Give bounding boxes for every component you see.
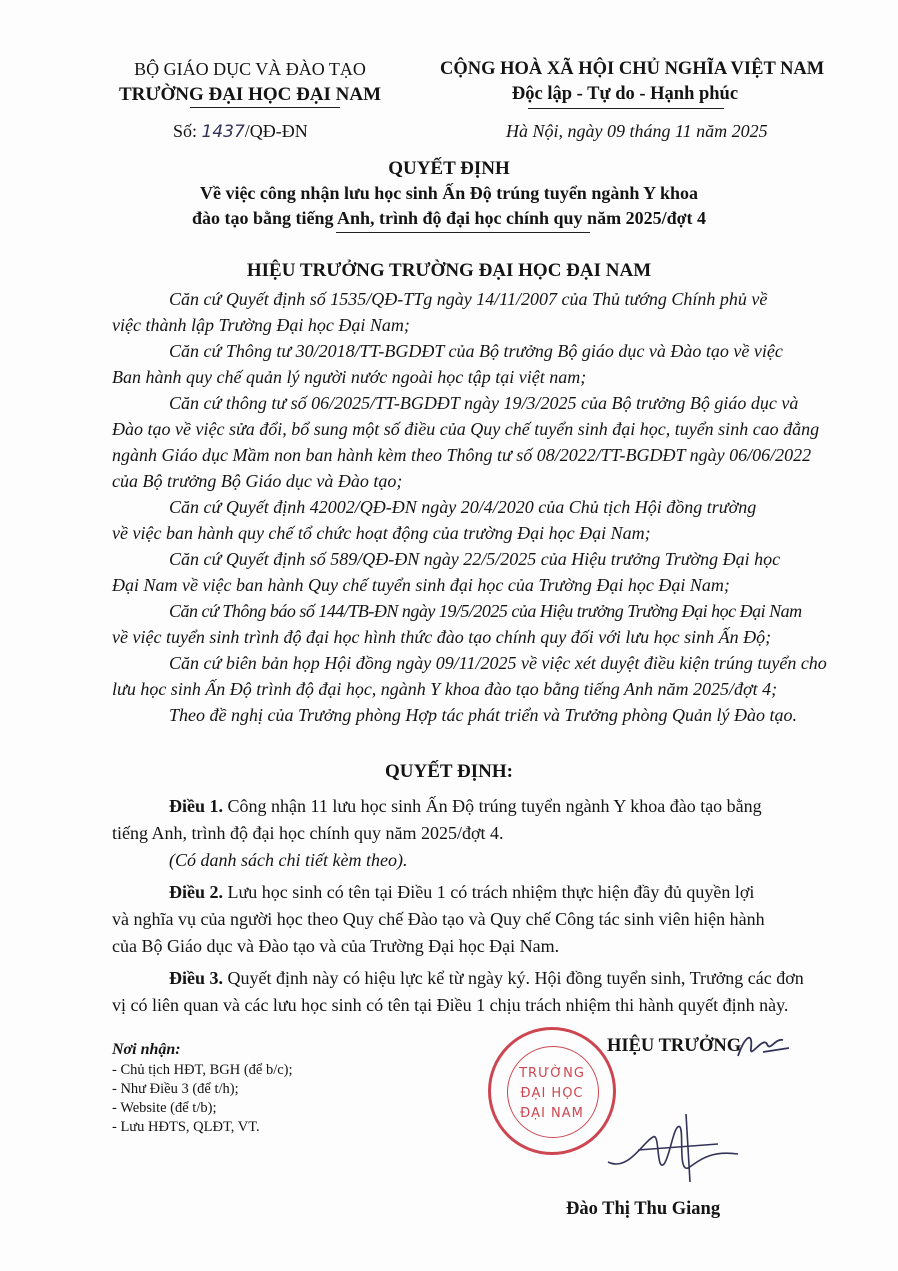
- article-3: [112, 965, 828, 1019]
- article-1: [112, 793, 828, 874]
- basis-line: Căn cứ thông tư số 06/2025/TT-BGDĐT ngày 19/3/2025 của Bộ trưởng Bộ giáo dục và: [169, 393, 799, 413]
- ministry-name: BỘ GIÁO DỤC VÀ ĐÀO TẠO: [134, 59, 366, 79]
- recipient-item: - Lưu HĐTS, QLĐT, VT.: [112, 1119, 260, 1135]
- basis-line: việc thành lập Trường Đại học Đại Nam;: [112, 315, 410, 335]
- article-note: (Có danh sách chi tiết kèm theo).: [169, 850, 408, 870]
- official-seal: [488, 1027, 616, 1155]
- basis-line: Căn cứ Thông tư 30/2018/TT-BGDĐT của Bộ trưởng Bộ giáo dục và Đào tạo về việc: [169, 341, 783, 361]
- basis-line: lưu học sinh Ấn Độ trình độ đại học, ngành Y khoa đào tạo bằng tiếng Anh năm 2025/đợt 4;: [112, 679, 778, 699]
- seal-text-3: ĐẠI NAM: [520, 1106, 584, 1121]
- basis-line: về việc tuyển sinh trình độ đại học hình thức đào tạo chính quy đối với lưu học sinh Ấn Độ;: [112, 627, 772, 647]
- place-date: Hà Nội, ngày 09 tháng 11 năm 2025: [506, 121, 768, 141]
- basis-line: Căn cứ biên bản họp Hội đồng ngày 09/11/2025 về việc xét duyệt điều kiện trúng tuyển cho: [169, 653, 827, 673]
- signer-name: Đào Thị Thu Giang: [566, 1199, 721, 1219]
- subject-line-1: Về việc công nhận lưu học sinh Ấn Độ trúng tuyển ngành Y khoa: [199, 183, 699, 203]
- article-text: Lưu học sinh có tên tại Điều 1 có trách nhiệm thực hiện đầy đủ quyền lợi: [223, 882, 755, 902]
- article-2: [112, 879, 828, 960]
- document-number: [173, 121, 308, 142]
- initials-scribble: [733, 1026, 793, 1066]
- basis-line: Đại Nam về việc ban hành Quy chế tuyển sinh đại học của Trường Đại học Đại Nam;: [112, 575, 730, 595]
- document-title: QUYẾT ĐỊNH: [388, 158, 510, 179]
- issuing-authority: HIỆU TRƯỞNG TRƯỜNG ĐẠI HỌC ĐẠI NAM: [246, 260, 652, 281]
- seal-text-1: TRƯỜNG: [519, 1066, 585, 1081]
- subject-underline: [336, 232, 590, 233]
- basis-item: [112, 546, 828, 598]
- basis-line: Căn cứ Quyết định 42002/QĐ-ĐN ngày 20/4/2020 của Chủ tịch Hội đồng trường: [169, 497, 757, 517]
- basis-line: về việc ban hành quy chế tổ chức hoạt động của trường Đại học Đại Nam;: [112, 523, 651, 543]
- motto-underline: [528, 108, 724, 109]
- signature-title: HIỆU TRƯỞNG: [607, 1036, 742, 1056]
- article-text: Quyết định này có hiệu lực kể từ ngày ký. Hội đồng tuyển sinh, Trưởng các đơn: [223, 968, 804, 988]
- university-name: TRƯỜNG ĐẠI HỌC ĐẠI NAM: [118, 84, 382, 105]
- article-label: Điều 1.: [169, 796, 223, 816]
- recipient-item: - Website (để t/b);: [112, 1100, 217, 1116]
- basis-line: ngành Giáo dục Mầm non ban hành kèm theo Thông tư số 08/2022/TT-BGDĐT ngày 06/06/2022: [112, 445, 812, 465]
- basis-line: Đào tạo về việc sửa đổi, bổ sung một số điều của Quy chế tuyển sinh đại học, tuyển sinh cao đẳng: [112, 419, 820, 439]
- doc-number-handwritten: 1437: [201, 122, 245, 142]
- university-underline: [190, 107, 340, 108]
- doc-number-prefix: Số:: [173, 121, 202, 141]
- doc-number-suffix: /QĐ-ĐN: [244, 121, 308, 141]
- basis-line: Căn cứ Thông báo số 144/TB-ĐN ngày 19/5/2025 của Hiệu trưởng Trường Đại học Đại Nam: [169, 601, 802, 621]
- article-text: tiếng Anh, trình độ đại học chính quy năm 2025/đợt 4.: [112, 823, 504, 843]
- basis-line: Căn cứ Quyết định số 1535/QĐ-TTg ngày 14/11/2007 của Thủ tướng Chính phủ về: [169, 289, 768, 309]
- subject-line-2: đào tạo bằng tiếng Anh, trình độ đại học chính quy năm 2025/đợt 4: [191, 208, 707, 228]
- basis-item: [112, 598, 828, 650]
- basis-item: [112, 702, 828, 728]
- articles: [112, 793, 828, 1019]
- article-text: của Bộ Giáo dục và Đào tạo và của Trường Đại học Đại Nam.: [112, 936, 560, 956]
- basis-line: của Bộ trưởng Bộ Giáo dục và Đào tạo;: [112, 471, 403, 491]
- legal-bases: [112, 286, 828, 728]
- basis-item: [112, 650, 828, 702]
- basis-item: [112, 286, 828, 338]
- handwritten-signature: [598, 1102, 748, 1192]
- republic-name: CỘNG HOÀ XÃ HỘI CHỦ NGHĨA VIỆT NAM: [440, 59, 825, 79]
- seal-text-2: ĐẠI HỌC: [520, 1086, 584, 1101]
- recipient-item: - Chủ tịch HĐT, BGH (để b/c);: [112, 1062, 293, 1078]
- article-label: Điều 3.: [169, 968, 223, 988]
- article-text: vị có liên quan và các lưu học sinh có tên tại Điều 1 chịu trách nhiệm thi hành quyết định này.: [112, 995, 789, 1015]
- article-text: và nghĩa vụ của người học theo Quy chế Đào tạo và Quy chế Công tác sinh viên hiện hành: [112, 909, 765, 929]
- basis-item: [112, 338, 828, 390]
- recipients-heading: Nơi nhận:: [112, 1041, 181, 1058]
- basis-item: [112, 390, 828, 494]
- article-text: Công nhận 11 lưu học sinh Ấn Độ trúng tuyển ngành Y khoa đào tạo bằng: [223, 796, 762, 816]
- basis-line: Căn cứ Quyết định số 589/QĐ-ĐN ngày 22/5/2025 của Hiệu trưởng Trường Đại học: [169, 549, 781, 569]
- national-motto: Độc lập - Tự do - Hạnh phúc: [511, 84, 739, 104]
- decision-heading: QUYẾT ĐỊNH:: [385, 761, 513, 782]
- basis-line: Theo đề nghị của Trưởng phòng Hợp tác phát triển và Trưởng phòng Quản lý Đào tạo.: [169, 705, 797, 725]
- article-label: Điều 2.: [169, 882, 223, 902]
- recipients: [112, 1040, 293, 1137]
- basis-line: Ban hành quy chế quản lý người nước ngoài học tập tại việt nam;: [112, 367, 587, 387]
- recipient-item: - Như Điều 3 (để t/h);: [112, 1081, 239, 1097]
- basis-item: [112, 494, 828, 546]
